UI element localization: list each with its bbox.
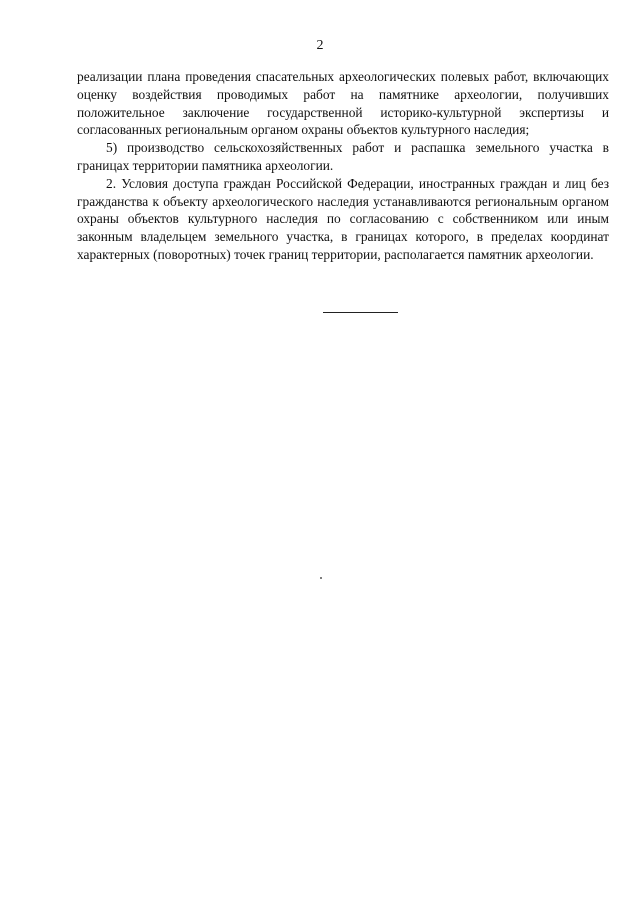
paragraph-continuation: реализации плана проведения спасательных археологических полевых работ, включающих оценку воздействия проводимых работ на памятнике археологии, получивших положительное заключение государственной историко-культурной экспертизы и согласованных региональным органом охраны объектов культурного наследия;	[77, 69, 609, 138]
scan-speck	[320, 577, 322, 579]
end-of-text-rule	[323, 312, 398, 313]
document-body	[77, 68, 609, 264]
paragraph-item-5: 5) производство сельскохозяйственных работ и распашка земельного участка в границах территории памятника археологии.	[77, 140, 609, 173]
page-number: 2	[316, 38, 324, 53]
paragraph-item-2: 2. Условия доступа граждан Российской Федерации, иностранных граждан и лиц без гражданства к объекту археологического наследия устанавливаются региональным органом охраны объектов культурного наследия по согласованию с собственником или иным законным владельцем земельного участка, в границах которого, в пределах координат характерных (поворотных) точек границ территории, располагается памятник археологии.	[77, 175, 609, 262]
